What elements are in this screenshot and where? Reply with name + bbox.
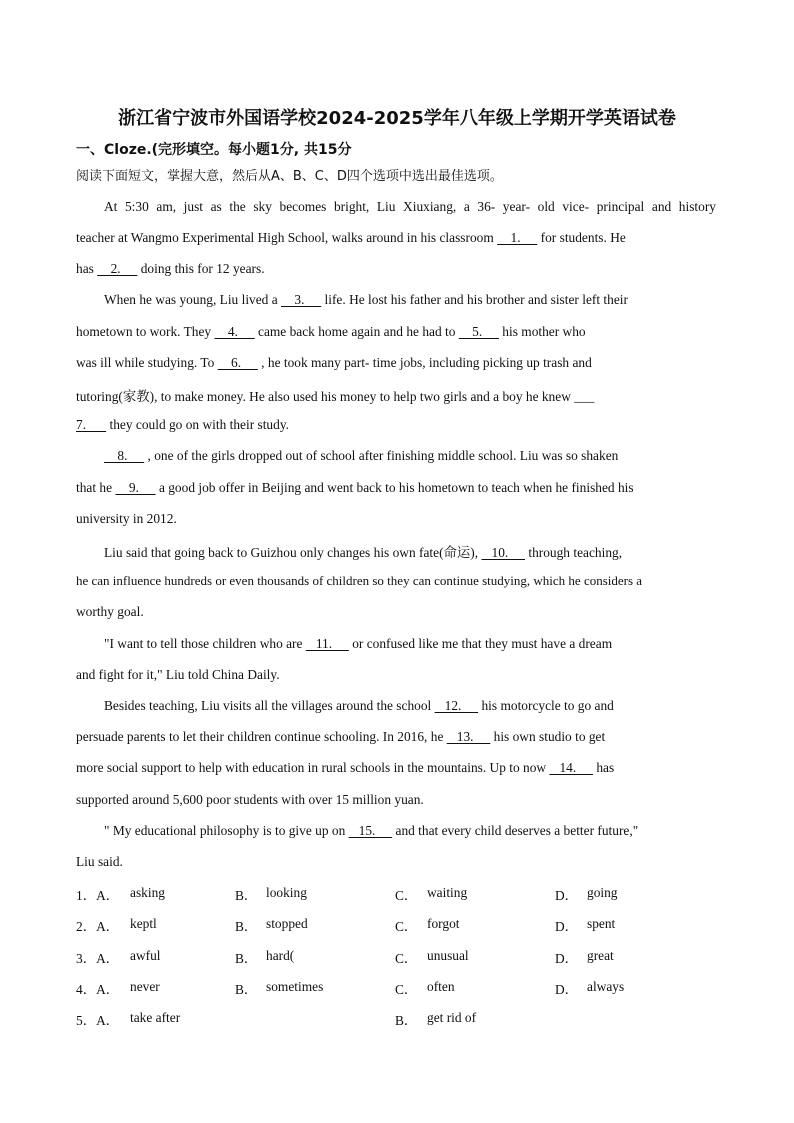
passage-text: supported around 5,600 poor students with over 15 million yuan. — [76, 792, 424, 807]
passage-line — [76, 480, 716, 496]
answer-blank-2[interactable]: 2. — [97, 261, 138, 276]
option-c-label: C． — [395, 982, 418, 997]
option-c-label: C． — [395, 888, 418, 903]
passage-text: life. He lost his father and his brother and sister left their — [321, 292, 628, 307]
passage-text: and fight for it," Liu told China Daily. — [76, 667, 280, 682]
option-a[interactable]: awful — [130, 948, 161, 963]
question-options-3 — [76, 948, 716, 968]
option-c[interactable]: waiting — [427, 885, 468, 900]
passage-text: or confused like me that they must have a dream — [348, 636, 613, 651]
option-d-label: D． — [555, 982, 579, 997]
passage-text: tutoring(家教), to make money. He also used his money to help two girls and a boy he knew ___ — [76, 389, 595, 404]
answer-blank-10[interactable]: 10. — [481, 545, 525, 560]
question-number: 1．A． — [76, 888, 120, 903]
passage-line — [76, 292, 716, 308]
answer-blank-13[interactable]: 13. — [446, 729, 491, 744]
passage-text: was ill while studying. To — [76, 355, 218, 370]
passage-text: through teaching, — [525, 545, 623, 560]
answer-blank-9[interactable]: 9. — [115, 480, 156, 495]
option-a[interactable]: take after — [130, 1010, 181, 1025]
instruction-text: 阅读下面短文，掌握大意，然后从A、B、C、D四个选项中选出最佳选项。 — [76, 169, 503, 184]
passage-text: has — [592, 760, 615, 775]
option-c[interactable]: often — [427, 979, 455, 994]
answer-blank-5[interactable]: 5. — [458, 324, 499, 339]
passage-text: he can influence hundreds or even thousands of children so they can continue studying, which he considers a — [76, 573, 643, 588]
option-b-label: B． — [235, 888, 258, 903]
passage-line — [76, 573, 716, 589]
passage-text: hometown to work. They — [76, 324, 215, 339]
option-b[interactable]: hard( — [266, 948, 295, 963]
question-number: 4．A． — [76, 982, 120, 997]
passage-line — [76, 760, 716, 776]
option-d-label: D． — [555, 888, 579, 903]
question-options-2 — [76, 916, 716, 936]
passage-text: persuade parents to let their children continue schooling. In 2016, he — [76, 729, 447, 744]
passage-text: Liu said. — [76, 854, 123, 869]
passage-line — [76, 636, 716, 652]
passage-line — [76, 729, 716, 745]
answer-blank-4[interactable]: 4. — [214, 324, 255, 339]
passage-text: for students. He — [537, 230, 626, 245]
option-b[interactable]: stopped — [266, 916, 308, 931]
option-b-label: B． — [235, 919, 258, 934]
passage-text: worthy goal. — [76, 604, 144, 619]
passage-text: his own studio to get — [490, 729, 606, 744]
passage-text: teacher at Wangmo Experimental High School, walks around in his classroom — [76, 230, 498, 245]
option-b-label: B． — [395, 1013, 418, 1028]
passage-text: At 5:30 am, just as the sky becomes bright, Liu Xiuxiang, a 36- year- old vice- principal and history — [104, 199, 716, 214]
passage-line — [76, 698, 716, 714]
option-c-label: C． — [395, 951, 418, 966]
answer-blank-11[interactable]: 11. — [305, 636, 349, 651]
passage-text: came back home again and he had to — [254, 324, 459, 339]
answer-blank-12[interactable]: 12. — [434, 698, 479, 713]
option-b[interactable]: get rid of — [427, 1010, 477, 1025]
answer-blank-6[interactable]: 6. — [217, 355, 258, 370]
passage-text: " My educational philosophy is to give up on — [104, 823, 349, 838]
question-options-1 — [76, 885, 716, 905]
passage-line — [76, 261, 716, 277]
passage-line — [76, 355, 716, 371]
passage-text: a good job offer in Beijing and went back to his hometown to teach when he finished his — [155, 480, 634, 495]
passage-text: doing this for 12 years. — [137, 261, 265, 276]
question-options-4 — [76, 979, 716, 999]
option-b[interactable]: sometimes — [266, 979, 324, 994]
question-number: 5．A． — [76, 1013, 120, 1028]
passage-line — [76, 324, 716, 340]
answer-blank-8[interactable]: 8. — [104, 448, 145, 463]
passage-line — [76, 448, 716, 464]
option-b-label: B． — [235, 951, 258, 966]
passage-line — [76, 542, 716, 561]
question-number: 2．A． — [76, 919, 120, 934]
passage-line — [76, 230, 716, 246]
option-b[interactable]: looking — [266, 885, 307, 900]
passage-text: Liu said that going back to Guizhou only changes his own fate(命运), — [104, 545, 482, 560]
question-number: 3．A． — [76, 951, 120, 966]
passage-text: more social support to help with education in rural schools in the mountains. Up to now — [76, 760, 550, 775]
passage-text: university in 2012. — [76, 511, 177, 526]
exam-title: 浙江省宁波市外国语学校2024-2025学年八年级上学期开学英语试卷 — [118, 108, 676, 129]
option-b-label: B． — [235, 982, 258, 997]
option-a[interactable]: never — [130, 979, 160, 994]
section-heading: 一、Cloze.(完形填空。每小题1分, 共15分 — [76, 142, 352, 158]
passage-text: , one of the girls dropped out of school after finishing middle school. Liu was so shaken — [144, 448, 619, 463]
option-d[interactable]: always — [587, 979, 625, 994]
passage-text: Besides teaching, Liu visits all the villages around the school — [104, 698, 435, 713]
question-options-5 — [76, 1010, 716, 1030]
passage-text: , he took many part- time jobs, including picking up trash and — [257, 355, 592, 370]
option-d[interactable]: going — [587, 885, 618, 900]
passage-line — [76, 667, 716, 683]
answer-blank-1[interactable]: 1. — [497, 230, 538, 245]
passage-line — [76, 854, 716, 870]
option-d-label: D． — [555, 951, 579, 966]
option-c[interactable]: unusual — [427, 948, 469, 963]
passage-text: When he was young, Liu lived a — [104, 292, 282, 307]
passage-line — [76, 199, 716, 215]
passage-line — [76, 604, 716, 620]
passage-text: "I want to tell those children who are — [104, 636, 306, 651]
answer-blank-3[interactable]: 3. — [281, 292, 322, 307]
option-c-label: C． — [395, 919, 418, 934]
passage-line — [76, 417, 716, 433]
option-d[interactable]: spent — [587, 916, 616, 931]
answer-blank-7[interactable]: 7. — [76, 417, 107, 432]
passage-text: his mother who — [498, 324, 586, 339]
passage-line — [76, 823, 716, 839]
option-d-label: D． — [555, 919, 579, 934]
passage-line — [76, 792, 716, 808]
passage-text: and that every child deserves a better future," — [392, 823, 639, 838]
passage-text: that he — [76, 480, 116, 495]
option-a[interactable]: keptl — [130, 916, 157, 931]
passage-text: his motorcycle to go and — [478, 698, 614, 713]
passage-text: has — [76, 261, 98, 276]
option-a[interactable]: asking — [130, 885, 165, 900]
passage-line — [76, 511, 716, 527]
option-d[interactable]: great — [587, 948, 614, 963]
passage-text: they could go on with their study. — [106, 417, 289, 432]
answer-blank-14[interactable]: 14. — [549, 760, 593, 775]
passage-line — [76, 386, 716, 405]
option-c[interactable]: forgot — [427, 916, 460, 931]
answer-blank-15[interactable]: 15. — [348, 823, 393, 838]
